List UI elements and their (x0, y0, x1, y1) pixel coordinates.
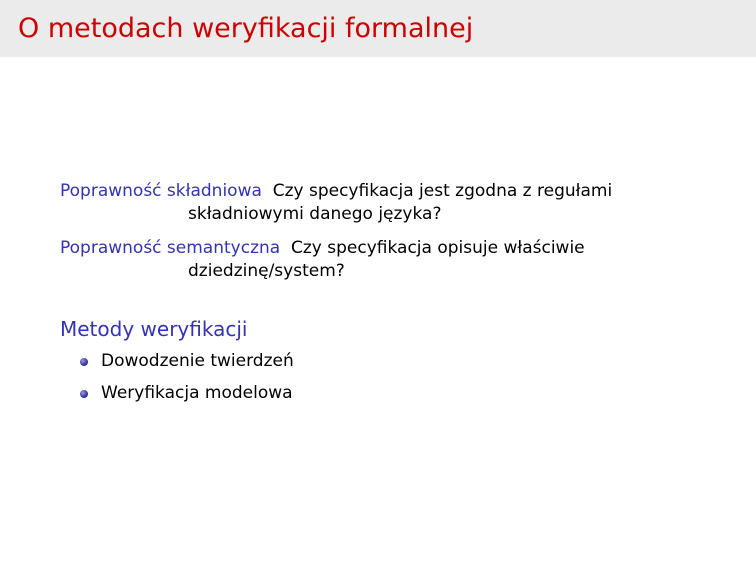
bullet-icon (80, 390, 88, 398)
list-item (80, 382, 294, 414)
description-item-semantics (60, 237, 585, 283)
list-item (80, 350, 294, 382)
bullet-icon (80, 358, 88, 366)
slide-title: O metodach weryfikacji formalnej (18, 13, 474, 44)
description-term: Poprawność składniowa (60, 181, 262, 201)
title-bar (0, 0, 756, 57)
section-heading: Metody weryfikacji (60, 317, 248, 341)
description-text: Czy specyfikacja jest zgodna z regułami (272, 181, 613, 201)
list-item-label: Weryfikacja modelowa (101, 383, 293, 403)
description-item-syntax (60, 180, 612, 226)
description-text-continued: składniowymi danego języka? (188, 204, 442, 224)
description-text-continued: dziedzinę/system? (188, 261, 345, 281)
description-term: Poprawność semantyczna (60, 238, 281, 258)
description-text: Czy specyfikacja opisuje właściwie (291, 238, 585, 258)
list-item-label: Dowodzenie twierdzeń (101, 351, 294, 371)
bullet-list (80, 350, 294, 414)
